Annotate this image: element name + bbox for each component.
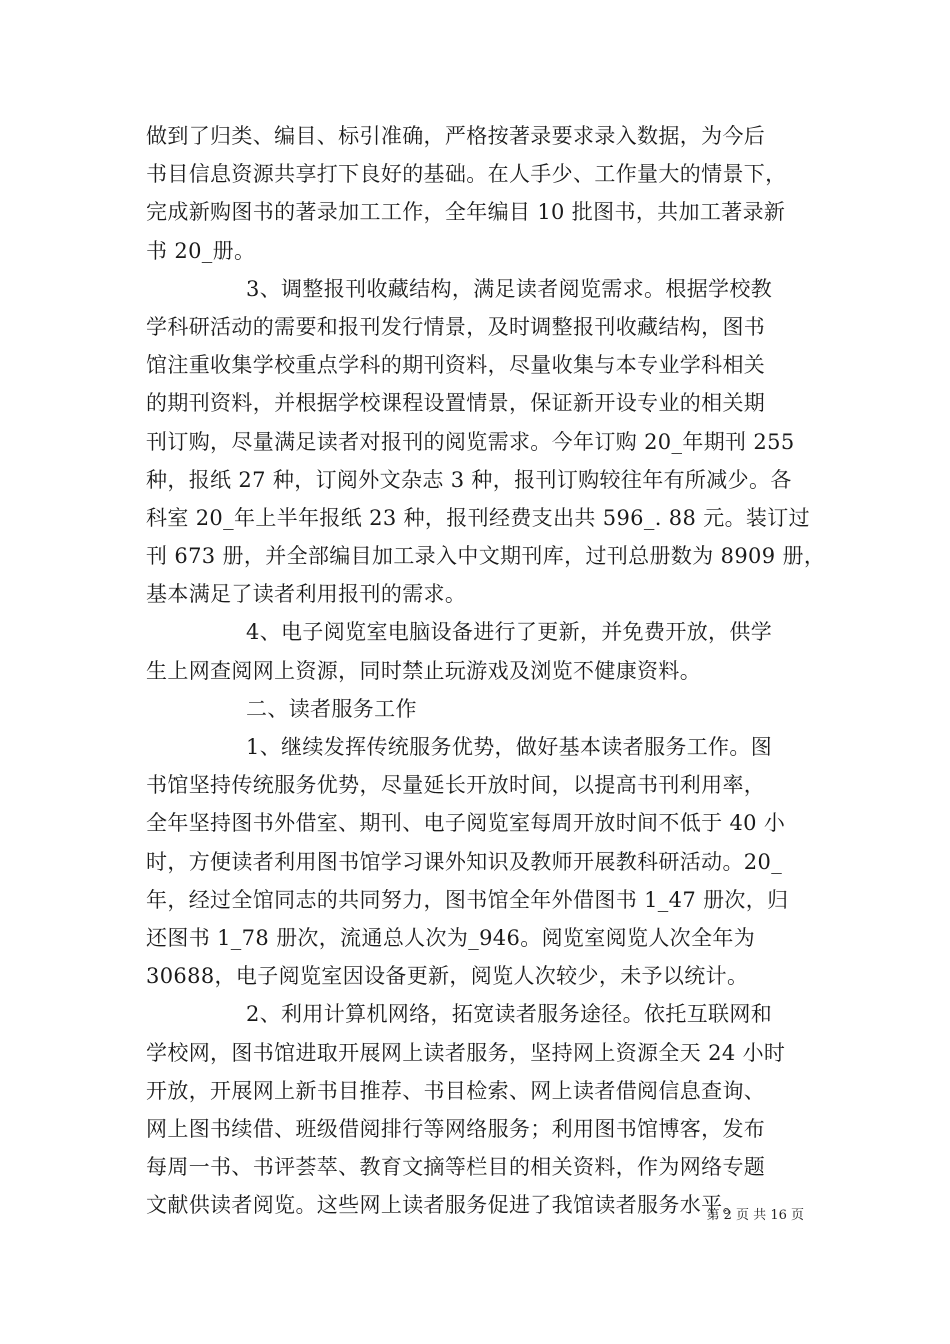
paragraph-start-line: 2、利用计算机网络，拓宽读者服务途径。依托互联网和 (246, 1002, 773, 1027)
text-line: 书 20_册。 (146, 238, 256, 263)
text-line: 做到了归类、编目、标引准确，严格按著录要求录入数据，为今后 (146, 124, 766, 148)
text-line: 的期刊资料，并根据学校课程设置情景，保证新开设专业的相关期 (146, 391, 766, 416)
text-line: 书目信息资源共享打下良好的基础。在人手少、工作量大的情景下， (146, 162, 787, 187)
text-line: 30688，电子阅览室因设备更新，阅览人次较少，未予以统计。 (146, 964, 749, 989)
page-number-footer: 第 2 页 共 16 页 (706, 1208, 804, 1223)
text-line: 时，方便读者利用图书馆学习课外知识及教师开展教科研活动。20_ (146, 849, 783, 874)
text-line: 文献供读者阅览。这些网上读者服务促进了我馆读者服务水平。 (146, 1193, 744, 1218)
text-line: 刊 673 册，并全部编目加工录入中文期刊库，过刊总册数为 8909 册， (146, 544, 826, 569)
text-line: 学科研活动的需要和报刊发行情景，及时调整报刊收藏结构，图书 (146, 314, 766, 339)
section-heading: 二、读者服务工作 (246, 696, 417, 721)
text-line: 全年坚持图书外借室、期刊、电子阅览室每周开放时间不低于 40 小 (146, 811, 786, 836)
text-line: 还图书 1_78 册次，流通总人次为_946。阅览室阅览人次全年为 (146, 925, 756, 950)
text-line: 科室 20_年上半年报纸 23 种，报刊经费支出共 596_. 88 元。装订过 (146, 505, 810, 530)
document-body (146, 117, 826, 1224)
text-line: 种，报纸 27 种，订阅外文杂志 3 种，报刊订购较往年有所减少。各 (146, 467, 792, 492)
text-line: 书馆坚持传统服务优势，尽量延长开放时间，以提高书刊利用率， (146, 773, 766, 798)
text-line: 生上网查阅网上资源，同时禁止玩游戏及浏览不健康资料。 (146, 658, 702, 683)
text-line: 刊订购，尽量满足读者对报刊的阅览需求。今年订购 20_年期刊 255 (146, 429, 795, 454)
text-line: 完成新购图书的著录加工工作，全年编目 10 批图书，共加工著录新 (146, 200, 786, 225)
text-line: 基本满足了读者利用报刊的需求。 (146, 582, 467, 607)
text-line: 每周一书、书评荟萃、教育文摘等栏目的相关资料，作为网络专题 (146, 1155, 766, 1180)
paragraph-start-line: 1、继续发挥传统服务优势，做好基本读者服务工作。图 (246, 735, 773, 759)
text-line: 开放，开展网上新书目推荐、书目检索、网上读者借阅信息查询、 (146, 1078, 766, 1103)
text-line: 馆注重收集学校重点学科的期刊资料，尽量收集与本专业学科相关 (146, 353, 766, 378)
text-line: 网上图书续借、班级借阅排行等网络服务；利用图书馆博客，发布 (146, 1116, 766, 1141)
text-line: 年，经过全馆同志的共同努力，图书馆全年外借图书 1_47 册次，归 (146, 887, 789, 912)
text-line: 学校网，图书馆进取开展网上读者服务，坚持网上资源全天 24 小时 (146, 1040, 786, 1065)
paragraph-start-line: 4、电子阅览室电脑设备进行了更新，并免费开放，供学 (246, 620, 773, 645)
paragraph-start-line: 3、调整报刊收藏结构，满足读者阅览需求。根据学校教 (246, 276, 773, 301)
